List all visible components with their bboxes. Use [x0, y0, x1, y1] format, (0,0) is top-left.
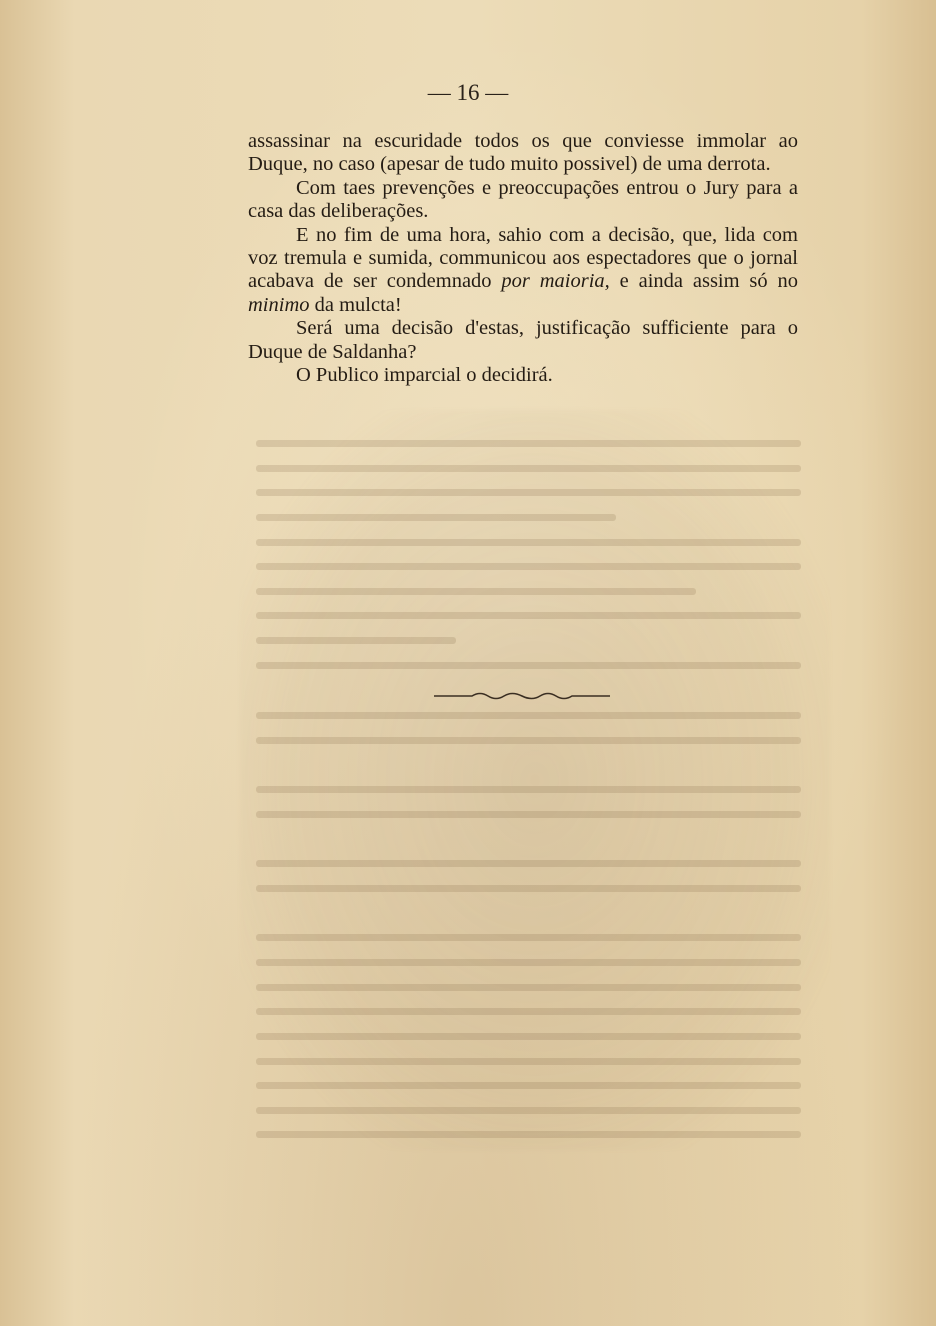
body-text [248, 130, 798, 387]
paragraph [248, 317, 798, 364]
paragraph [248, 364, 798, 387]
text-run: O Publico imparcial o decidirá. [296, 364, 553, 387]
paragraph [248, 177, 798, 224]
text-run: Será uma decisão d'estas, justificação sufficiente para o Duque de Saldanha? [248, 317, 798, 363]
paragraph [248, 130, 798, 177]
text-run: assassinar na escuridade todos os que conviesse immolar ao Duque, no caso (apesar de tudo muito possivel) de uma derrota. [248, 130, 798, 176]
page-number: — 16 — [427, 80, 509, 105]
text-run: Com taes prevenções e preoccupações entrou o Jury para a casa das deliberações. [248, 176, 798, 223]
italic-text: minimo [248, 293, 310, 316]
ornamental-rule-icon [432, 688, 612, 704]
text-run: da mulcta! [309, 293, 402, 316]
text-run: E no fim de uma hora, sahio com a decisão, que, lida com voz tremula e sumida, communicou aos espectadores que o jornal acabava de ser condemnado [248, 223, 798, 293]
italic-text: por maioria, [501, 270, 610, 293]
text-run: e ainda assim só no [609, 270, 799, 293]
paragraph [248, 224, 798, 318]
